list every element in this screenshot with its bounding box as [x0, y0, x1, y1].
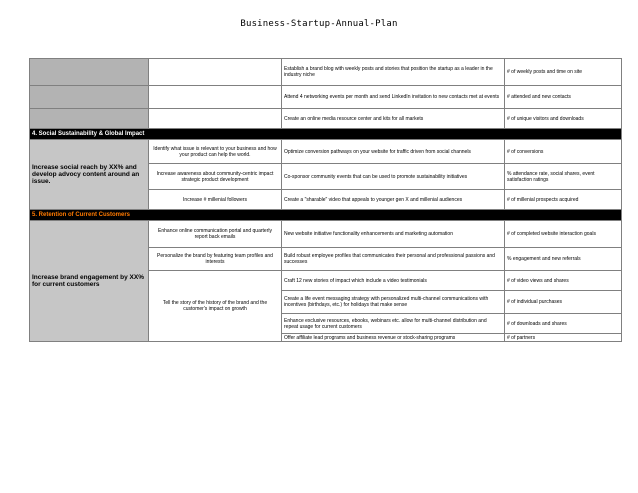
empty-goal-cell: [30, 109, 149, 129]
tactic-cell: Create a "sharable" video that appeals to younger gen X and millenial audiences: [282, 190, 505, 210]
table-row: [30, 86, 622, 109]
metric-cell: % engagement and new referrals: [505, 248, 622, 271]
metric-cell: # attended and new contacts: [505, 86, 622, 109]
strategy-cell: Increase # millenial followers: [149, 190, 282, 210]
metric-cell: # of weekly posts and time on site: [505, 59, 622, 86]
section-heading: 5. Retention of Current Customers: [30, 210, 622, 221]
section-heading: 4. Social Sustainability & Global Impact: [30, 129, 622, 140]
annual-plan-table: [29, 58, 622, 342]
metric-cell: # of conversions: [505, 140, 622, 164]
empty-strategy-cell: [149, 109, 282, 129]
strategy-cell: Increase awareness about community-centric impact strategic product development: [149, 164, 282, 190]
metric-cell: # of partners: [505, 334, 622, 342]
section-header-row: [30, 210, 622, 221]
tactic-cell: Create an online media resource center and kits for all markets: [282, 109, 505, 129]
metric-cell: # of individual purchases: [505, 291, 622, 314]
table-row: [30, 109, 622, 129]
metric-cell: # of unique visitors and downloads: [505, 109, 622, 129]
metric-cell: # of video views and shares: [505, 271, 622, 291]
metric-cell: # of downloads and shares: [505, 314, 622, 334]
tactic-cell: Optimize conversion pathways on your website for traffic driven from social channels: [282, 140, 505, 164]
empty-strategy-cell: [149, 59, 282, 86]
strategy-cell: Identify what issue is relevant to your business and how your product can help the world.: [149, 140, 282, 164]
tactic-cell: Offer affiliate lead programs and business revenue or stock-sharing programs: [282, 334, 505, 342]
tactic-cell: Establish a brand blog with weekly posts and stories that position the startup as a leader in the industry niche: [282, 59, 505, 86]
tactic-cell: New website initiative functionality enhancements and marketing automation: [282, 221, 505, 248]
tactic-cell: Co-sponsor community events that can be used to promote sustainability initiatives: [282, 164, 505, 190]
metric-cell: # of millenial prospects acquired: [505, 190, 622, 210]
document-title: Business-Startup-Annual-Plan: [240, 19, 398, 29]
table-row: [30, 221, 622, 248]
section-header-row: [30, 129, 622, 140]
tactic-cell: Build robust employee profiles that communicates their personal and professional passions and successes: [282, 248, 505, 271]
metric-cell: # of completed website interaction goals: [505, 221, 622, 248]
table-row: [30, 140, 622, 164]
goal-cell: Increase brand engagement by XX% for current customers: [30, 221, 149, 342]
tactic-cell: Attend 4 networking events per month and send LinkedIn invitation to new contacts met at events: [282, 86, 505, 109]
tactic-cell: Craft 12 new stories of impact which include a video testimonials: [282, 271, 505, 291]
empty-strategy-cell: [149, 86, 282, 109]
tactic-cell: Enhance exclusive resources, ebooks, webinars etc. allow for multi-channel distribution and repeat usage for current customers: [282, 314, 505, 334]
empty-goal-cell: [30, 59, 149, 86]
strategy-cell: Enhance online communication portal and quarterly report back emails: [149, 221, 282, 248]
table-row: [30, 59, 622, 86]
strategy-cell: Tell the story of the history of the brand and the customer's impact on growth: [149, 271, 282, 342]
metric-cell: % attendance rate, social shares, event satisfaction ratings: [505, 164, 622, 190]
empty-goal-cell: [30, 86, 149, 109]
strategy-cell: Personalize the brand by featuring team profiles and interests: [149, 248, 282, 271]
tactic-cell: Create a life event messaging strategy with personalized multi-channel communications with incentives (birthdays, etc.) for holidays that make sense: [282, 291, 505, 314]
goal-cell: Increase social reach by XX% and develop advocy content around an issue.: [30, 140, 149, 210]
